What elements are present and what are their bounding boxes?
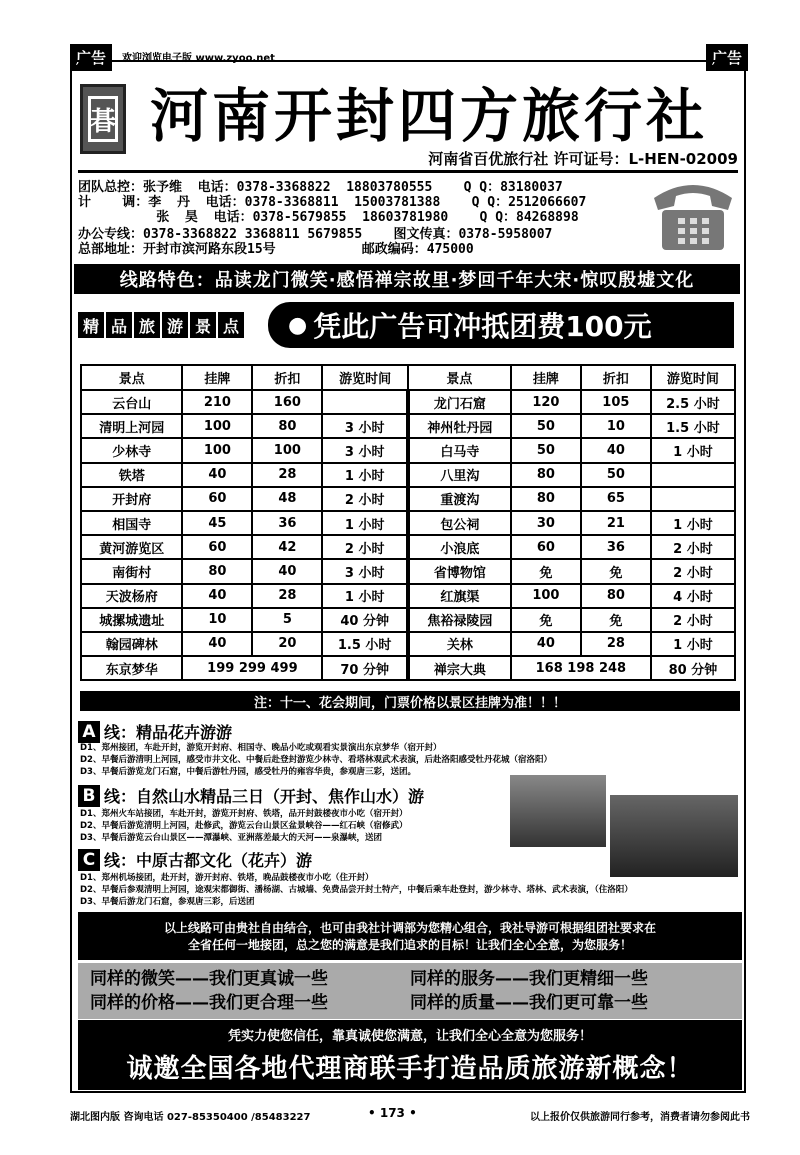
table-cell: 60 <box>182 487 252 511</box>
table-row <box>81 463 735 487</box>
table-cell: 重渡沟 <box>408 487 511 511</box>
table-cell: 28 <box>581 632 651 656</box>
table-cell: 1.5 小时 <box>322 632 408 656</box>
table-cell: 60 <box>182 535 252 559</box>
table-cell: 48 <box>252 487 322 511</box>
divider <box>78 170 738 173</box>
slogan: 同样的质量——我们更可靠一些 <box>410 993 648 1013</box>
itinerary-day: D3、早餐后游览云台山景区——潭瀑峡、亚洲落差最大的天河——泉瀑峡，送团 <box>80 833 382 843</box>
table-cell: 1.5 小时 <box>651 414 735 438</box>
price-note: 注：十一、花会期间，门票价格以景区挂牌为准！！！ <box>80 691 740 711</box>
table-row <box>81 535 735 559</box>
page-number: • 173 • <box>368 1106 417 1120</box>
table-cell: 1 小时 <box>651 438 735 462</box>
table-cell: 1 小时 <box>322 584 408 608</box>
table-cell: 免 <box>511 608 581 632</box>
service-message <box>78 912 742 960</box>
table-cell: 80 <box>581 584 651 608</box>
table-cell: 小浪底 <box>408 535 511 559</box>
table-cell: 40 <box>252 559 322 583</box>
table-body <box>81 390 735 680</box>
contact-line: 办公专线：0378-3368822 3368811 5679855 图文传真：0378-5958007 <box>78 227 553 242</box>
promo-banner <box>268 302 734 348</box>
table-cell: 28 <box>252 463 322 487</box>
table-cell: 1 小时 <box>322 463 408 487</box>
slogan-panel <box>78 963 742 1019</box>
table-row <box>81 511 735 535</box>
table-cell: 60 <box>511 535 581 559</box>
table-cell: 城摞城遗址 <box>81 608 182 632</box>
route-b-heading <box>78 784 424 807</box>
table-cell: 36 <box>252 511 322 535</box>
col-header: 折扣 <box>252 365 322 390</box>
table-row <box>81 559 735 583</box>
table-cell: 30 <box>511 511 581 535</box>
label-char: 旅 <box>134 312 160 338</box>
table-cell: 南街村 <box>81 559 182 583</box>
route-title: 线：精品花卉游游 <box>104 723 233 742</box>
col-header: 景点 <box>408 365 511 390</box>
table-cell: 3 小时 <box>322 438 408 462</box>
itinerary-day: D3、早餐后游览龙门石窟，中餐后游牡丹园，感受牡丹的雍容华贵，参观唐三彩，送团。 <box>80 767 416 777</box>
table-cell: 105 <box>581 390 651 414</box>
table-cell <box>651 487 735 511</box>
temple-gate-photo <box>510 775 606 847</box>
table-cell: 铁塔 <box>81 463 182 487</box>
route-c-heading <box>78 848 312 871</box>
route-letter: C <box>78 849 100 871</box>
col-header: 挂牌 <box>182 365 252 390</box>
table-cell: 2 小时 <box>651 535 735 559</box>
table-cell: 2 小时 <box>322 535 408 559</box>
table-cell: 八里沟 <box>408 463 511 487</box>
table-row <box>81 584 735 608</box>
table-cell: 天波杨府 <box>81 584 182 608</box>
table-cell: 40 <box>182 632 252 656</box>
table-cell <box>651 463 735 487</box>
table-cell: 21 <box>581 511 651 535</box>
table-cell: 省博物馆 <box>408 559 511 583</box>
table-cell: 少林寺 <box>81 438 182 462</box>
table-cell: 东京梦华 <box>81 656 182 680</box>
welcome-text: 欢迎浏览电子版 www.zyoo.net <box>122 53 275 64</box>
table-cell: 1 小时 <box>322 511 408 535</box>
agency-title: 河南开封四方旅行社 <box>150 82 709 150</box>
slogan: 同样的价格——我们更合理一些 <box>90 993 328 1013</box>
table-row <box>81 414 735 438</box>
closing-headline: 诚邀全国各地代理商联手打造品质旅游新概念！ <box>126 1054 694 1084</box>
table-cell: 包公祠 <box>408 511 511 535</box>
table-cell: 160 <box>252 390 322 414</box>
closing-line: 凭实力使您信任，靠真诚使您满意，让我们全心全意为您服务！ <box>227 1029 592 1044</box>
table-cell: 80 分钟 <box>651 656 735 680</box>
table-cell: 清明上河园 <box>81 414 182 438</box>
closing-banner <box>78 1020 742 1090</box>
slogan: 同样的微笑——我们更真诚一些 <box>90 969 328 989</box>
table-cell: 100 <box>511 584 581 608</box>
table-cell: 免 <box>581 559 651 583</box>
table-cell: 42 <box>252 535 322 559</box>
table-header-row <box>81 365 735 390</box>
route-title: 线：中原古都文化（花卉）游 <box>104 851 313 870</box>
table-row <box>81 487 735 511</box>
ad-tag-right: 广告 <box>706 44 748 71</box>
table-cell: 70 分钟 <box>322 656 408 680</box>
itinerary-day: D3、早餐后游龙门石窟，参观唐三彩，后送团 <box>80 897 255 907</box>
itinerary-day: D2、早餐后游览清明上河园，赴修武，游览云台山景区盆景峡谷——红石峡（宿修武） <box>80 821 408 831</box>
table-cell: 开封府 <box>81 487 182 511</box>
table-row <box>81 656 735 680</box>
itinerary-day: D1、郑州火车站接团，车赴开封，游览开封府、铁塔，品开封鼓楼夜市小吃（宿开封） <box>80 809 408 819</box>
table-cell <box>322 390 408 414</box>
table-row <box>81 390 735 414</box>
bullet-icon: ● <box>288 312 308 338</box>
table-cell: 免 <box>511 559 581 583</box>
table-cell: 4 小时 <box>651 584 735 608</box>
telephone-icon <box>650 176 736 252</box>
table-cell: 黄河游览区 <box>81 535 182 559</box>
itinerary-day: D1、郑州机场接团，赴开封，游开封府、铁塔，晚品鼓楼夜市小吃（住开封） <box>80 873 374 883</box>
table-cell: 28 <box>252 584 322 608</box>
table-cell: 120 <box>511 390 581 414</box>
table-cell: 80 <box>511 487 581 511</box>
message-line: 全省任何一地接团，总之您的满意是我们追求的目标！让我们全心全意，为您服务！ <box>187 938 632 952</box>
table-cell: 40 <box>182 584 252 608</box>
col-header: 景点 <box>81 365 182 390</box>
route-title: 线：自然山水精品三日（开封、焦作山水）游 <box>104 787 425 806</box>
table-cell: 翰园碑林 <box>81 632 182 656</box>
table-cell: 神州牡丹园 <box>408 414 511 438</box>
table-cell: 40 <box>511 632 581 656</box>
table-cell: 1 小时 <box>651 632 735 656</box>
label-char: 精 <box>78 312 104 338</box>
table-row <box>81 632 735 656</box>
promo-text: 凭此广告可冲抵团费100元 <box>313 310 652 343</box>
label-char: 景 <box>190 312 216 338</box>
message-line: 以上线路可由贵社自由结合，也可由我社计调部为您精心组合，我社导游可根据组团社要求在 <box>163 921 656 935</box>
contact-line: 团队总控：张予维 电话：0378-3368822 18803780555 Q Q：83180037 <box>78 180 563 195</box>
table-cell: 3 小时 <box>322 414 408 438</box>
table-cell: 65 <box>581 487 651 511</box>
col-header: 游览时间 <box>322 365 408 390</box>
table-cell: 50 <box>511 414 581 438</box>
label-char: 点 <box>218 312 244 338</box>
route-letter: A <box>78 721 100 743</box>
label-char: 游 <box>162 312 188 338</box>
table-cell: 3 小时 <box>322 559 408 583</box>
table-cell: 40 <box>581 438 651 462</box>
table-cell: 100 <box>182 414 252 438</box>
table-cell: 红旗渠 <box>408 584 511 608</box>
table-cell: 白马寺 <box>408 438 511 462</box>
table-cell: 2 小时 <box>651 608 735 632</box>
table-cell: 100 <box>252 438 322 462</box>
footer-contact: 湖北图内版 咨询电话 027-85350400 /85483227 <box>70 1112 311 1123</box>
table-cell: 关林 <box>408 632 511 656</box>
agency-logo <box>80 84 126 154</box>
table-cell: 80 <box>511 463 581 487</box>
logo-mark-icon: 㫷 <box>88 96 118 142</box>
buddha-statue-photo <box>610 795 738 877</box>
table-cell: 云台山 <box>81 390 182 414</box>
col-header: 折扣 <box>581 365 651 390</box>
table-cell: 免 <box>581 608 651 632</box>
table-cell: 50 <box>581 463 651 487</box>
contact-line: 计 调：李 丹 电话：0378-3368811 15003781388 Q Q：2512066607 <box>78 195 587 210</box>
contact-line: 总部地址：开封市滨河路东段15号 邮政编码：475000 <box>78 242 474 257</box>
footer-disclaimer: 以上报价仅供旅游同行参考，消费者请勿参阅此书 <box>530 1112 750 1123</box>
table-cell: 5 <box>252 608 322 632</box>
itinerary-day: D2、早餐后游清明上河园，感受市井文化、中餐后赴登封游览少林寺、看塔林观武术表演，后赴洛阳感受牡丹花城（宿洛阳） <box>80 755 552 765</box>
route-features-banner: 线路特色：品读龙门微笑·感悟禅宗故里·梦回千年大宋·惊叹殷墟文化 <box>74 264 740 294</box>
slogan: 同样的服务——我们更精细一些 <box>410 969 648 989</box>
premium-spots-label <box>78 312 244 338</box>
route-letter: B <box>78 785 100 807</box>
scenic-spots-table <box>80 364 736 681</box>
contact-line: 张 昊 电话：0378-5679855 18603781980 Q Q：84268898 <box>78 210 579 225</box>
table-cell: 20 <box>252 632 322 656</box>
table-cell: 2.5 小时 <box>651 390 735 414</box>
col-header: 游览时间 <box>651 365 735 390</box>
itinerary-day: D1、郑州接团，车赴开封，游览开封府、相国寺、晚品小吃或观看实景演出东京梦华（宿开封） <box>80 743 442 753</box>
table-cell: 10 <box>182 608 252 632</box>
table-cell: 40 <box>182 463 252 487</box>
table-cell: 10 <box>581 414 651 438</box>
table-cell: 80 <box>252 414 322 438</box>
label-char: 品 <box>106 312 132 338</box>
table-cell: 40 分钟 <box>322 608 408 632</box>
table-cell: 2 小时 <box>651 559 735 583</box>
table-cell: 1 小时 <box>651 511 735 535</box>
table-cell: 100 <box>182 438 252 462</box>
table-cell: 36 <box>581 535 651 559</box>
table-cell: 龙门石窟 <box>408 390 511 414</box>
table-row <box>81 438 735 462</box>
table-cell: 199 299 499 <box>182 656 322 680</box>
table-row <box>81 608 735 632</box>
route-a-heading <box>78 720 232 743</box>
table-cell: 210 <box>182 390 252 414</box>
table-cell: 50 <box>511 438 581 462</box>
ad-tag-left: 广告 <box>70 44 112 71</box>
table-cell: 禅宗大典 <box>408 656 511 680</box>
table-cell: 45 <box>182 511 252 535</box>
itinerary-day: D2、早餐后参观清明上河园，途观宋都御街、潘杨湖、古城墙、免费品尝开封土特产，中餐后乘车赴登封，游少林寺、塔林、武术表演，（住洛阳） <box>80 885 633 895</box>
table-cell: 焦裕禄陵园 <box>408 608 511 632</box>
table-cell: 2 小时 <box>322 487 408 511</box>
table-cell: 168 198 248 <box>511 656 651 680</box>
table-cell: 80 <box>182 559 252 583</box>
table-cell: 相国寺 <box>81 511 182 535</box>
col-header: 挂牌 <box>511 365 581 390</box>
license-subtitle: 河南省百优旅行社 许可证号：L-HEN-02009 <box>428 150 738 168</box>
